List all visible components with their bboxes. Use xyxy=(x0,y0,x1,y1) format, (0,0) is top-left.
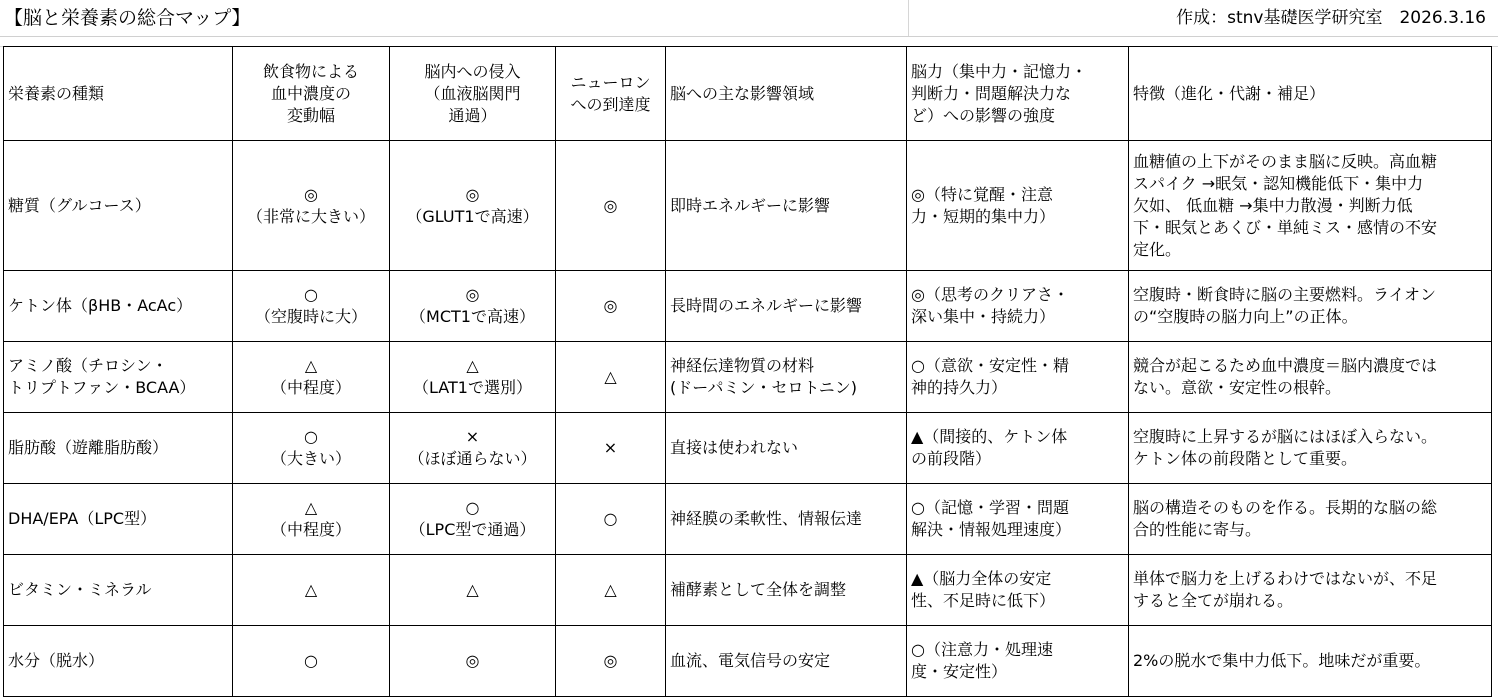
cell-neuron: ○ xyxy=(556,484,666,555)
table-row xyxy=(4,484,1492,555)
cell-notes: 2%の脱水で集中力低下。地味だが重要。 xyxy=(1129,626,1492,697)
cell-notes: 空腹時に上昇するが脳にはほぼ入らない。 ケトン体の前段階として重要。 xyxy=(1129,413,1492,484)
cell-notes: 空腹時・断食時に脳の主要燃料。ライオン の“空腹時の脳力向上”の正体。 xyxy=(1129,271,1492,342)
cell-notes: 単体で脳力を上げるわけではないが、不足 すると全てが崩れる。 xyxy=(1129,555,1492,626)
table-row xyxy=(4,626,1492,697)
table-row xyxy=(4,141,1492,271)
header-row xyxy=(4,47,1492,141)
header-features: 特徴（進化・代謝・補足） xyxy=(1129,47,1492,141)
cell-strength: ○（記憶・学習・問題 解決・情報処理速度） xyxy=(907,484,1129,555)
sheet-title: 【脳と栄養素の総合マップ】 xyxy=(4,7,251,29)
table-row xyxy=(4,555,1492,626)
cell-strength: ◎（特に覚醒・注意 力・短期的集中力） xyxy=(907,141,1129,271)
cell-variation: △ （中程度） xyxy=(233,484,390,555)
header-blood-variation: 飲食物による 血中濃度の 変動幅 xyxy=(233,47,390,141)
cell-variation: ○ xyxy=(233,626,390,697)
cell-nutrient: DHA/EPA（LPC型） xyxy=(4,484,233,555)
cell-neuron: △ xyxy=(556,555,666,626)
header-brain-strength: 脳力（集中力・記憶力・ 判断力・問題解決力な ど）への影響の強度 xyxy=(907,47,1129,141)
nutrient-map-table xyxy=(3,46,1492,697)
cell-variation: △ （中程度） xyxy=(233,342,390,413)
cell-area: 直接は使われない xyxy=(666,413,907,484)
cell-nutrient: アミノ酸（チロシン・ トリプトファン・BCAA） xyxy=(4,342,233,413)
cell-notes: 血糖値の上下がそのまま脳に反映。高血糖 スパイク →眠気・認知機能低下・集中力 欠如、 低血糖 →集中力散漫・判断力低 下・眠気とあくび・単純ミス・感情の不安 定化。 xyxy=(1129,141,1492,271)
cell-area: 血流、電気信号の安定 xyxy=(666,626,907,697)
cell-area: 神経膜の柔軟性、情報伝達 xyxy=(666,484,907,555)
cell-variation: ○ （空腹時に大） xyxy=(233,271,390,342)
cell-neuron: ◎ xyxy=(556,271,666,342)
cell-variation: ○ （大きい） xyxy=(233,413,390,484)
cell-area: 補酵素として全体を調整 xyxy=(666,555,907,626)
cell-neuron: ◎ xyxy=(556,141,666,271)
cell-nutrient: ケトン体（βHB・AcAc） xyxy=(4,271,233,342)
cell-neuron: ◎ xyxy=(556,626,666,697)
author-date: 作成：stnv基礎医学研究室 2026.3.16 xyxy=(1176,8,1486,28)
cell-bbb: × （ほぼ通らない） xyxy=(390,413,556,484)
cell-area: 即時エネルギーに影響 xyxy=(666,141,907,271)
cell-variation: △ xyxy=(233,555,390,626)
table-row xyxy=(4,413,1492,484)
cell-bbb: ◎ （MCT1で高速） xyxy=(390,271,556,342)
cell-area: 長時間のエネルギーに影響 xyxy=(666,271,907,342)
cell-strength: ○（意欲・安定性・精 神的持久力） xyxy=(907,342,1129,413)
table-body xyxy=(4,47,1492,697)
cell-strength: ▲（間接的、ケトン体 の前段階） xyxy=(907,413,1129,484)
title-row xyxy=(0,0,1498,37)
cell-nutrient: ビタミン・ミネラル xyxy=(4,555,233,626)
cell-strength: ◎（思考のクリアさ・ 深い集中・持続力） xyxy=(907,271,1129,342)
cell-bbb: △ xyxy=(390,555,556,626)
header-neuron-reach: ニューロン への到達度 xyxy=(556,47,666,141)
header-bbb-entry: 脳内への侵入 （血液脳関門 通過） xyxy=(390,47,556,141)
cell-bbb: ◎ xyxy=(390,626,556,697)
header-nutrient-type: 栄養素の種類 xyxy=(4,47,233,141)
table-row xyxy=(4,271,1492,342)
cell-nutrient: 水分（脱水） xyxy=(4,626,233,697)
cell-nutrient: 糖質（グルコース） xyxy=(4,141,233,271)
header-main-area: 脳への主な影響領域 xyxy=(666,47,907,141)
cell-variation: ◎ （非常に大きい） xyxy=(233,141,390,271)
grid-line xyxy=(908,0,909,36)
cell-area: 神経伝達物質の材料 (ドーパミン・セロトニン) xyxy=(666,342,907,413)
cell-bbb: ◎ （GLUT1で高速） xyxy=(390,141,556,271)
cell-nutrient: 脂肪酸（遊離脂肪酸） xyxy=(4,413,233,484)
cell-notes: 競合が起こるため血中濃度＝脳内濃度では ない。意欲・安定性の根幹。 xyxy=(1129,342,1492,413)
table-row xyxy=(4,342,1492,413)
cell-strength: ▲（脳力全体の安定 性、不足時に低下） xyxy=(907,555,1129,626)
cell-neuron: × xyxy=(556,413,666,484)
cell-strength: ○（注意力・処理速 度・安定性） xyxy=(907,626,1129,697)
cell-notes: 脳の構造そのものを作る。長期的な脳の総 合的性能に寄与。 xyxy=(1129,484,1492,555)
cell-bbb: ○ （LPC型で通過） xyxy=(390,484,556,555)
cell-neuron: △ xyxy=(556,342,666,413)
cell-bbb: △ （LAT1で選別） xyxy=(390,342,556,413)
